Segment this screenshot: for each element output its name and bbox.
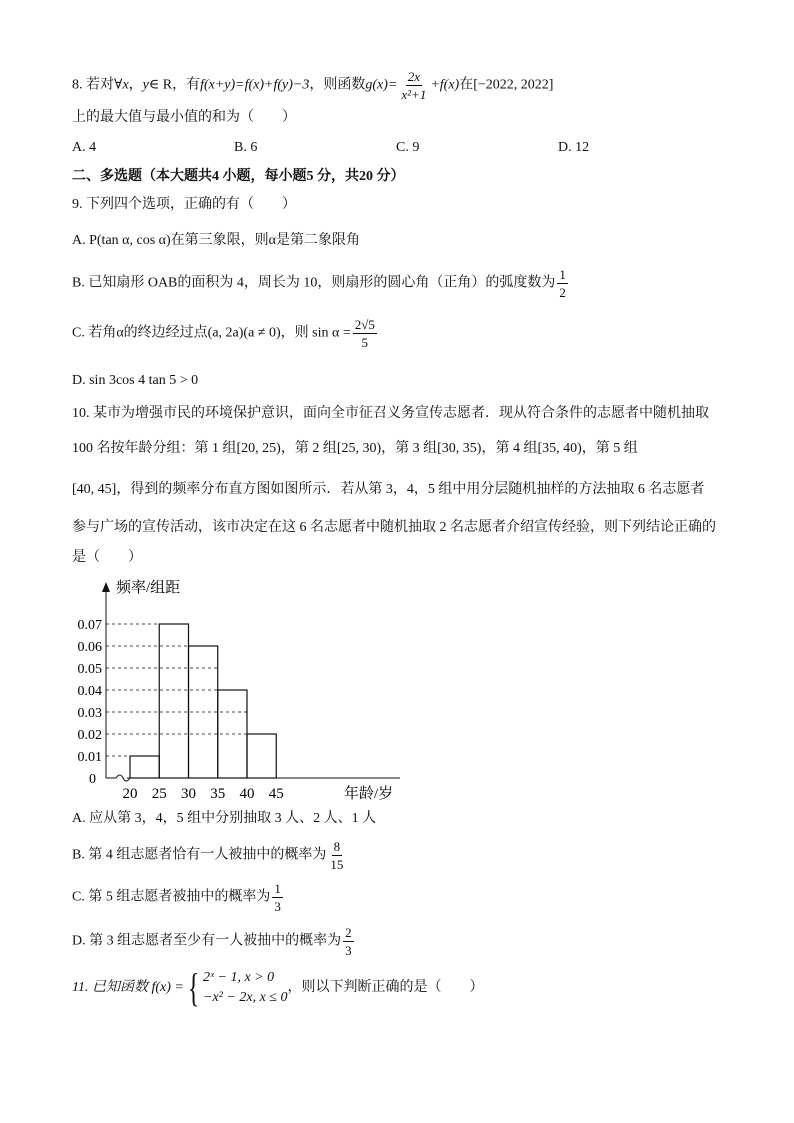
q8-sep2: ，有 bbox=[172, 77, 201, 93]
q10-option-d-den: 3 bbox=[345, 943, 352, 958]
q9-option-a: A. P(tan α, cos α)在第三象限，则α是第二象限角 bbox=[72, 233, 360, 248]
q9-option-b-frac bbox=[557, 268, 568, 299]
q8-frac-num: 2x bbox=[407, 69, 420, 84]
histogram-chart bbox=[60, 572, 420, 804]
q8-fraction bbox=[399, 70, 428, 101]
y-tick-label: 0.03 bbox=[77, 706, 102, 721]
q11-stem-end: ，则以下判断正确的是（ ） bbox=[287, 980, 484, 996]
x-tick-label: 20 bbox=[122, 786, 138, 802]
q10-option-b-num: 8 bbox=[333, 839, 341, 854]
q10-line5: 是（ ） bbox=[72, 550, 142, 565]
q11-case1: 2ˣ − 1, x > 0 bbox=[203, 970, 275, 985]
axis-break-mark bbox=[106, 775, 130, 781]
section-heading: 二、多选题（本大题共4 小题，每小题5 分，共20 分） bbox=[72, 169, 405, 184]
q10-line3: [40, 45]，得到的频率分布直方图如图所示．若从第 3，4，5 组中用分层随机抽样的方法抽取 6 名志愿者 bbox=[72, 482, 705, 497]
q8-var-x: x bbox=[122, 77, 129, 93]
origin-label: 0 bbox=[89, 772, 96, 787]
q10-option-c bbox=[72, 882, 722, 913]
x-tick-label: 25 bbox=[151, 786, 167, 802]
q8-var-y: y bbox=[142, 77, 149, 93]
q8-choice-c: C. 9 bbox=[396, 140, 420, 155]
q9-option-b-num: 1 bbox=[559, 267, 566, 282]
q11-case2: −x² − 2x, x ≤ 0 bbox=[203, 990, 288, 1005]
y-axis-label: 频率/组距 bbox=[116, 580, 181, 596]
q10-option-c-den: 3 bbox=[274, 899, 281, 914]
q10-option-c-num: 1 bbox=[274, 881, 281, 896]
y-tick-label: 0.01 bbox=[77, 750, 102, 765]
histogram-bar bbox=[159, 624, 188, 778]
q8-sep1: ， bbox=[128, 77, 143, 93]
q8-choice-a: A. 4 bbox=[72, 140, 97, 155]
q8-choices bbox=[72, 140, 722, 156]
q10-option-b bbox=[72, 840, 722, 871]
histogram-bar bbox=[130, 756, 159, 778]
q10-option-a: A. 应从第 3，4，5 组中分别抽取 3 人、2 人、1 人 bbox=[72, 811, 377, 826]
q10-option-d-num: 2 bbox=[345, 925, 352, 940]
q11-line bbox=[72, 965, 722, 1010]
q9-option-b-text: B. 已知扇形 OAB的面积为 4，周长为 10，则扇形的圆心角（正角）的弧度数为 bbox=[72, 275, 556, 291]
q10-option-c-frac bbox=[272, 882, 283, 913]
q8-plus-f: +f(x) bbox=[430, 77, 460, 93]
q10-option-b-text: B. 第 4 组志愿者恰有一人被抽中的概率为 bbox=[72, 847, 327, 863]
q9-option-b bbox=[72, 268, 722, 299]
y-tick-label: 0.06 bbox=[77, 640, 102, 655]
q11-brace: { bbox=[187, 965, 200, 1010]
q11-stem: 11. 已知函数 f(x) = bbox=[72, 980, 184, 996]
q10-option-d-frac bbox=[343, 926, 354, 957]
q10-line4: 参与广场的宣传活动，该市决定在这 6 名志愿者中随机抽取 2 名志愿者介绍宣传经验，则下列结论正确的 bbox=[72, 520, 716, 535]
q8-equation: f(x+y)=f(x)+f(y)−3 bbox=[200, 77, 310, 93]
x-tick-label: 30 bbox=[181, 786, 196, 802]
q10-option-d bbox=[72, 926, 722, 957]
q10-option-d-text: D. 第 3 组志愿者至少有一人被抽中的概率为 bbox=[72, 933, 342, 949]
histogram-bar bbox=[247, 734, 276, 778]
q9-option-c bbox=[72, 318, 722, 349]
x-tick-label: 40 bbox=[239, 786, 255, 802]
q10-option-c-text: C. 第 5 组志愿者被抽中的概率为 bbox=[72, 889, 271, 905]
q10-option-b-den: 15 bbox=[330, 857, 344, 872]
x-axis-label: 年龄/岁 bbox=[344, 786, 394, 802]
q8-then: ，则函数 bbox=[309, 77, 366, 93]
q8-in-r: ∈ R bbox=[148, 77, 173, 93]
q9-option-c-den: 5 bbox=[361, 335, 369, 350]
q9-option-c-frac bbox=[353, 318, 377, 349]
q11-cases bbox=[203, 968, 287, 1008]
x-tick-label: 45 bbox=[268, 786, 284, 802]
q8-line1 bbox=[72, 70, 722, 101]
y-tick-label: 0.07 bbox=[77, 618, 102, 633]
q8-g-lhs: g(x)= bbox=[365, 77, 398, 93]
y-tick-label: 0.02 bbox=[77, 728, 102, 743]
q9-stem: 9. 下列四个选项，正确的有（ ） bbox=[72, 197, 296, 212]
y-axis-arrow bbox=[102, 582, 110, 592]
q8-choice-b: B. 6 bbox=[234, 140, 258, 155]
x-tick-label: 35 bbox=[210, 786, 226, 802]
q9-option-c-text: C. 若角α的终边经过点(a, 2a)(a ≠ 0)，则 sin α = bbox=[72, 325, 351, 341]
q8-frac-den: x²+1 bbox=[401, 87, 427, 102]
q9-option-b-den: 2 bbox=[559, 285, 566, 300]
q10-option-b-frac bbox=[328, 840, 345, 871]
q8-line2: 上的最大值与最小值的和为（ ） bbox=[72, 110, 296, 125]
y-tick-label: 0.05 bbox=[77, 662, 102, 677]
q8-interval: [−2022, 2022] bbox=[473, 77, 554, 93]
y-tick-label: 0.04 bbox=[77, 684, 102, 699]
q10-line2: 100 名按年龄分组：第 1 组[20, 25)，第 2 组[25, 30)，第 3 组[30, 35)，第 4 组[35, 40)，第 5 组 bbox=[72, 441, 638, 456]
q8-on: 在 bbox=[459, 77, 474, 93]
q8-choice-d: D. 12 bbox=[558, 140, 590, 155]
q10-line1: 10. 某市为增强市民的环境保护意识，面向全市征召义务宣传志愿者．现从符合条件的志愿者中随机抽取 bbox=[72, 406, 709, 421]
q8-stem: 8. 若对∀ bbox=[72, 77, 123, 93]
q9-option-c-num: 2√5 bbox=[354, 317, 375, 332]
q9-option-d: D. sin 3cos 4 tan 5 > 0 bbox=[72, 373, 199, 388]
